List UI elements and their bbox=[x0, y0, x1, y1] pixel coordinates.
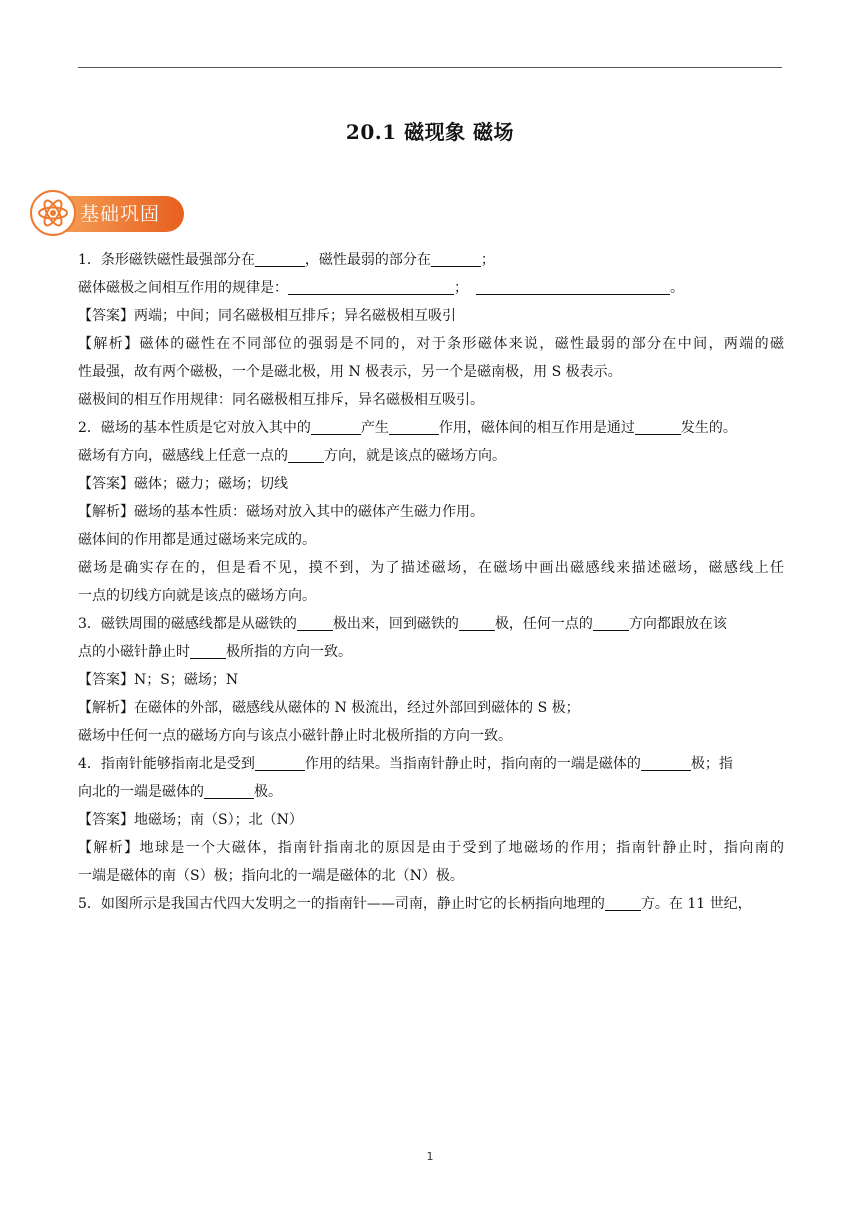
analysis-text: 在磁体的外部，磁感线从磁体的 N 极流出，经过外部回到磁体的 S 极； bbox=[134, 700, 580, 716]
analysis-text: 地球是一个大磁体，指南针指南北的原因是由于受到了地磁场的作用；指南针静止时，指向南的 bbox=[139, 840, 785, 856]
answer-blank bbox=[635, 418, 681, 435]
analysis-text: 磁场的基本性质：磁场对放入其中的磁体产生磁力作用。 bbox=[134, 504, 484, 520]
answer-tag: 【答案】 bbox=[78, 308, 134, 324]
q2-analysis-line-2 bbox=[78, 526, 784, 554]
answer-blank bbox=[641, 754, 691, 771]
q2-line-2 bbox=[78, 442, 784, 470]
answer-tag: 【答案】 bbox=[78, 672, 134, 688]
analysis-text: 磁体的磁性在不同部位的强弱是不同的，对于条形磁体来说，磁性最弱的部分在中间，两端的磁 bbox=[139, 336, 785, 352]
section-badge bbox=[30, 190, 184, 238]
q2-answer bbox=[78, 470, 784, 498]
analysis-text: 磁极间的相互作用规律：同名磁极相互排斥，异名磁极相互吸引。 bbox=[78, 392, 484, 408]
q2-text: 方向，就是该点的磁场方向。 bbox=[324, 448, 506, 464]
q4-line-2 bbox=[78, 778, 784, 806]
analysis-tag: 【解析】 bbox=[78, 504, 134, 520]
q1-answer bbox=[78, 302, 784, 330]
q3-text: 极，任何一点的 bbox=[494, 616, 593, 632]
analysis-text: 性最强，故有两个磁极，一个是磁北极，用 N 极表示，另一个是磁南极，用 S 极表示。 bbox=[78, 364, 622, 380]
q2-text: 2．磁场的基本性质是它对放入其中的 bbox=[78, 420, 311, 436]
q2-analysis-line-3 bbox=[78, 554, 784, 582]
q2-text: 作用，磁体间的相互作用是通过 bbox=[438, 420, 635, 436]
q3-text: 方向都跟放在该 bbox=[628, 616, 727, 632]
q3-text: 3．磁铁周围的磁感线都是从磁铁的 bbox=[78, 616, 297, 632]
answer-blank bbox=[288, 446, 324, 463]
q2-text: 磁场有方向，磁感线上任意一点的 bbox=[78, 448, 288, 464]
q4-analysis-line-2 bbox=[78, 862, 784, 890]
answer-text: 地磁场；南（S）；北（N） bbox=[134, 812, 303, 828]
header-rule bbox=[78, 67, 782, 68]
answer-tag: 【答案】 bbox=[78, 812, 134, 828]
answer-text: 两端；中间；同名磁极相互排斥；异名磁极相互吸引 bbox=[134, 308, 456, 324]
answer-blank bbox=[255, 250, 305, 267]
q1-text: 。 bbox=[670, 280, 684, 296]
analysis-tag: 【解析】 bbox=[78, 840, 140, 856]
q1-analysis-line-3 bbox=[78, 386, 784, 414]
q1-text: ； bbox=[454, 280, 468, 296]
answer-blank bbox=[431, 250, 481, 267]
answer-blank bbox=[459, 614, 495, 631]
q1-line-1 bbox=[78, 246, 784, 274]
q5-text: 5．如图所示是我国古代四大发明之一的指南针——司南，静止时它的长柄指向地理的 bbox=[78, 896, 605, 912]
q3-text: 点的小磁针静止时 bbox=[78, 644, 190, 660]
analysis-text: 磁体间的作用都是通过磁场来完成的。 bbox=[78, 532, 316, 548]
q3-line-1 bbox=[78, 610, 784, 638]
answer-blank bbox=[311, 418, 361, 435]
answer-blank bbox=[605, 894, 641, 911]
q1-analysis-line-1 bbox=[78, 330, 784, 358]
q1-text: 磁体磁极之间相互作用的规律是： bbox=[78, 280, 288, 296]
answer-text: N；S；磁场；N bbox=[134, 672, 239, 688]
q3-analysis-line-2 bbox=[78, 722, 784, 750]
q4-text: 4．指南针能够指南北是受到 bbox=[78, 756, 255, 772]
q2-text: 产生 bbox=[360, 420, 389, 436]
answer-text: 磁体；磁力；磁场；切线 bbox=[134, 476, 288, 492]
q2-text: 发生的。 bbox=[680, 420, 737, 436]
analysis-text: 一端是磁体的南（S）极；指向北的一端是磁体的北（N）极。 bbox=[78, 868, 464, 884]
answer-blank bbox=[204, 782, 254, 799]
answer-blank bbox=[593, 614, 629, 631]
q1-analysis-line-2 bbox=[78, 358, 784, 386]
answer-blank bbox=[297, 614, 333, 631]
q4-answer bbox=[78, 806, 784, 834]
analysis-text: 磁场是确实存在的，但是看不见，摸不到，为了描述磁场，在磁场中画出磁感线来描述磁场，磁感线上任 bbox=[78, 560, 784, 576]
q3-line-2 bbox=[78, 638, 784, 666]
analysis-text: 磁场中任何一点的磁场方向与该点小磁针静止时北极所指的方向一致。 bbox=[78, 728, 512, 744]
answer-blank bbox=[389, 418, 439, 435]
question-list bbox=[78, 246, 784, 918]
page-title: 20.1 磁现象 磁场 bbox=[345, 120, 515, 144]
q4-text: 极；指 bbox=[690, 756, 733, 772]
q5-line-1 bbox=[78, 890, 784, 918]
q4-text: 极。 bbox=[254, 784, 282, 800]
section-badge-label: 基础巩固 bbox=[80, 203, 161, 225]
q2-analysis-line-4 bbox=[78, 582, 784, 610]
q1-text: ； bbox=[480, 252, 495, 268]
q4-analysis-line-1 bbox=[78, 834, 784, 862]
analysis-tag: 【解析】 bbox=[78, 700, 134, 716]
q3-text: 极所指的方向一致。 bbox=[226, 644, 352, 660]
q3-text: 极出来，回到磁铁的 bbox=[332, 616, 459, 632]
q4-line-1 bbox=[78, 750, 784, 778]
answer-tag: 【答案】 bbox=[78, 476, 134, 492]
answer-blank bbox=[190, 642, 226, 659]
answer-blank bbox=[288, 278, 454, 295]
q3-answer bbox=[78, 666, 784, 694]
atom-icon bbox=[30, 190, 76, 236]
q2-analysis-line-1 bbox=[78, 498, 784, 526]
q2-line-1 bbox=[78, 414, 784, 442]
analysis-text: 一点的切线方向就是该点的磁场方向。 bbox=[78, 588, 316, 604]
answer-blank bbox=[476, 278, 670, 295]
q5-text: 方。在 11 世纪， bbox=[640, 896, 752, 912]
q4-text: 向北的一端是磁体的 bbox=[78, 784, 204, 800]
q1-line-2 bbox=[78, 274, 784, 302]
q3-analysis-line-1 bbox=[78, 694, 784, 722]
q1-text: ，磁性最弱的部分在 bbox=[304, 252, 431, 268]
q4-text: 作用的结果。当指南针静止时，指向南的一端是磁体的 bbox=[304, 756, 641, 772]
page-number: 1 bbox=[426, 1150, 434, 1163]
q1-text: 1．条形磁铁磁性最强部分在 bbox=[78, 252, 255, 268]
analysis-tag: 【解析】 bbox=[78, 336, 140, 352]
answer-blank bbox=[255, 754, 305, 771]
